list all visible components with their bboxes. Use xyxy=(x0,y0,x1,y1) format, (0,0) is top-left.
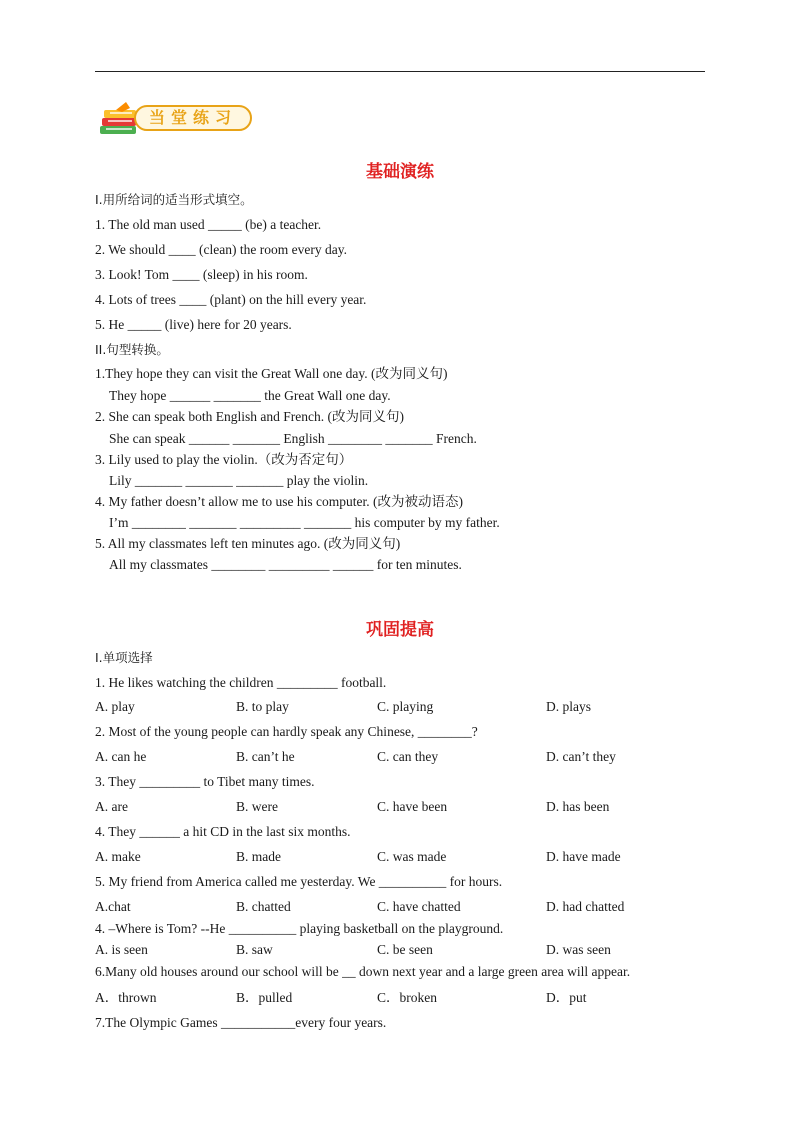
transform-question: 4. My father doesn’t allow me to use his computer. (改为被动语态) xyxy=(95,494,463,509)
section-badge xyxy=(96,100,260,138)
mc-question: 4. –Where is Tom? --He __________ playing basketball on the playground. xyxy=(95,921,504,936)
fill-blank-item: 4. Lots of trees ____ (plant) on the hill every year. xyxy=(95,292,367,307)
transform-answer: I’m ________ _______ _________ _______ his computer by my father. xyxy=(109,515,500,530)
mc-option-b: B. saw xyxy=(236,942,273,957)
section-title-basic: 基础演练 xyxy=(366,162,434,182)
mc-option-d: D．put xyxy=(546,990,587,1005)
mc-question: 4. They ______ a hit CD in the last six months. xyxy=(95,824,351,839)
mc-options xyxy=(95,699,715,715)
mc-option-c: C. be seen xyxy=(377,942,433,957)
mc-options xyxy=(95,799,715,815)
mc-option-a: A.chat xyxy=(95,899,131,914)
section-title-consolidate: 巩固提高 xyxy=(366,620,434,640)
mc-options xyxy=(95,990,715,1006)
fill-blank-item: 3. Look! Tom ____ (sleep) in his room. xyxy=(95,267,308,282)
mc-question: 3. They _________ to Tibet many times. xyxy=(95,774,315,789)
mc-option-b: B．pulled xyxy=(236,990,293,1005)
transform-question: 3. Lily used to play the violin.（改为否定句） xyxy=(95,452,353,467)
mc-question: 5. My friend from America called me yesterday. We __________ for hours. xyxy=(95,874,503,889)
mc-question: 2. Most of the young people can hardly speak any Chinese, ________? xyxy=(95,724,478,739)
mc-option-d: D. have made xyxy=(546,849,621,864)
mc-option-c: C．broken xyxy=(377,990,437,1005)
fill-blank-item: 2. We should ____ (clean) the room every day. xyxy=(95,242,347,257)
mc-option-a: A．thrown xyxy=(95,990,157,1005)
mc-option-a: A. is seen xyxy=(95,942,148,957)
mc-option-a: A. can he xyxy=(95,749,147,764)
part-heading-transform: II.句型转换。 xyxy=(95,342,169,357)
mc-options xyxy=(95,749,715,765)
mc-options xyxy=(95,849,715,865)
transform-answer: Lily _______ _______ _______ play the violin. xyxy=(109,473,369,488)
mc-option-d: D. had chatted xyxy=(546,899,625,914)
mc-option-c: C. have chatted xyxy=(377,899,461,914)
transform-answer: All my classmates ________ _________ ______ for ten minutes. xyxy=(109,557,462,572)
mc-option-d: D. can’t they xyxy=(546,749,616,764)
mc-question: 6.Many old houses around our school will be __ down next year and a large green area will appear. xyxy=(95,964,631,979)
mc-option-b: B. chatted xyxy=(236,899,291,914)
transform-answer: They hope ______ _______ the Great Wall one day. xyxy=(109,388,391,403)
part-heading-multiple-choice: I.单项选择 xyxy=(95,650,153,665)
mc-option-d: D. plays xyxy=(546,699,591,714)
mc-option-a: A. play xyxy=(95,699,135,714)
header-rule xyxy=(95,71,705,72)
fill-blank-item: 5. He _____ (live) here for 20 years. xyxy=(95,317,292,332)
fill-blank-item: 1. The old man used _____ (be) a teacher. xyxy=(95,217,322,232)
mc-options xyxy=(95,942,715,958)
mc-option-a: A. make xyxy=(95,849,141,864)
transform-question: 1.They hope they can visit the Great Wall one day. (改为同义句) xyxy=(95,366,448,381)
mc-option-c: C. have been xyxy=(377,799,448,814)
mc-option-c: C. was made xyxy=(377,849,447,864)
transform-answer: She can speak ______ _______ English ________ _______ French. xyxy=(109,431,477,446)
mc-option-d: D. has been xyxy=(546,799,610,814)
mc-option-b: B. made xyxy=(236,849,281,864)
mc-options xyxy=(95,899,715,915)
badge-label: 当堂练习 xyxy=(134,105,252,131)
part-heading-fill-blank: I.用所给词的适当形式填空。 xyxy=(95,192,253,207)
mc-option-b: B. can’t he xyxy=(236,749,295,764)
mc-question: 1. He likes watching the children _________ football. xyxy=(95,675,387,690)
mc-option-b: B. to play xyxy=(236,699,289,714)
mc-option-d: D. was seen xyxy=(546,942,611,957)
mc-option-b: B. were xyxy=(236,799,278,814)
mc-question: 7.The Olympic Games ___________every four years. xyxy=(95,1015,387,1030)
mc-option-c: C. can they xyxy=(377,749,439,764)
mc-option-c: C. playing xyxy=(377,699,434,714)
mc-option-a: A. are xyxy=(95,799,128,814)
transform-question: 2. She can speak both English and French. (改为同义句) xyxy=(95,409,404,424)
transform-question: 5. All my classmates left ten minutes ago. (改为同义句) xyxy=(95,536,401,551)
